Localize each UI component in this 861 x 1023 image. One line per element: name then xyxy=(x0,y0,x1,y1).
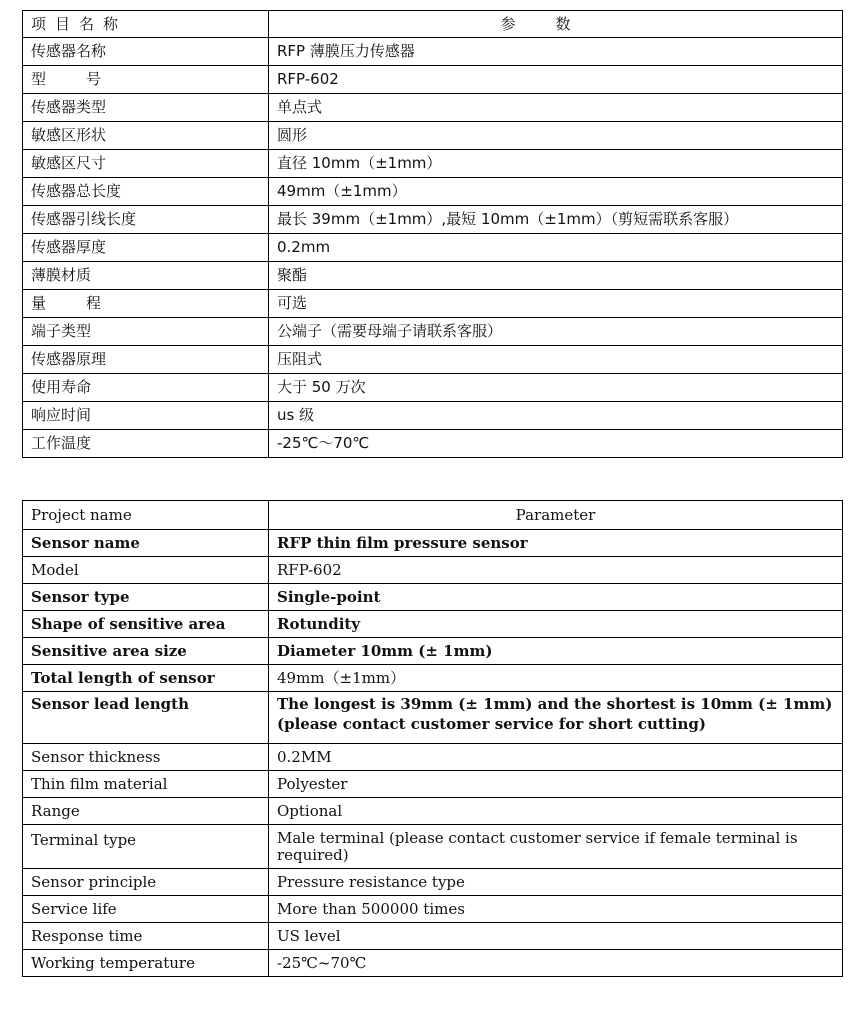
row-label: 传感器类型 xyxy=(23,94,269,122)
row-label: 量程 xyxy=(23,290,269,318)
row-label: Sensor type xyxy=(23,584,269,611)
row-value: Single-point xyxy=(269,584,843,611)
row-label: 传感器原理 xyxy=(23,346,269,374)
table-row xyxy=(23,771,843,798)
table-row xyxy=(23,665,843,692)
row-value: 最长 39mm（±1mm）,最短 10mm（±1mm）（剪短需联系客服） xyxy=(269,206,843,234)
row-label: Sensor principle xyxy=(23,869,269,896)
header-parameter: Parameter xyxy=(269,501,843,530)
row-value: RFP-602 xyxy=(269,557,843,584)
row-value: US level xyxy=(269,923,843,950)
header-project-name: Project name xyxy=(23,501,269,530)
table-header-row xyxy=(23,11,843,38)
row-value: Rotundity xyxy=(269,611,843,638)
row-value: Pressure resistance type xyxy=(269,869,843,896)
row-label: Terminal type xyxy=(23,825,269,869)
table-row xyxy=(23,262,843,290)
row-label: 使用寿命 xyxy=(23,374,269,402)
row-label: Shape of sensitive area xyxy=(23,611,269,638)
row-label: 工作温度 xyxy=(23,430,269,458)
row-label: 端子类型 xyxy=(23,318,269,346)
table-row xyxy=(23,374,843,402)
row-label: 薄膜材质 xyxy=(23,262,269,290)
table-row xyxy=(23,530,843,557)
table-row xyxy=(23,402,843,430)
row-value: 直径 10mm（±1mm） xyxy=(269,150,843,178)
spec-table-english xyxy=(22,500,843,977)
header-parameter: 参数 xyxy=(269,11,843,38)
row-label: 传感器厚度 xyxy=(23,234,269,262)
row-label: 传感器总长度 xyxy=(23,178,269,206)
row-label: Range xyxy=(23,798,269,825)
table-row xyxy=(23,798,843,825)
row-label: Sensor lead length xyxy=(23,692,269,744)
table-row xyxy=(23,122,843,150)
table-row xyxy=(23,638,843,665)
row-value: More than 500000 times xyxy=(269,896,843,923)
table-row xyxy=(23,94,843,122)
row-label: Service life xyxy=(23,896,269,923)
row-value: 压阻式 xyxy=(269,346,843,374)
table-row xyxy=(23,150,843,178)
row-value: 公端子（需要母端子请联系客服） xyxy=(269,318,843,346)
row-value: The longest is 39mm (± 1mm) and the shortest is 10mm (± 1mm) (please contact customer service for short cutting) xyxy=(269,692,843,744)
row-label: Sensor name xyxy=(23,530,269,557)
table-row xyxy=(23,923,843,950)
row-label: Working temperature xyxy=(23,950,269,977)
row-value: Optional xyxy=(269,798,843,825)
row-value: 49mm（±1mm） xyxy=(269,178,843,206)
row-value: RFP thin film pressure sensor xyxy=(269,530,843,557)
table-row xyxy=(23,66,843,94)
row-value: 聚酯 xyxy=(269,262,843,290)
row-label: Response time xyxy=(23,923,269,950)
row-value: 大于 50 万次 xyxy=(269,374,843,402)
table-row xyxy=(23,557,843,584)
table-row xyxy=(23,178,843,206)
row-value: -25℃～70℃ xyxy=(269,430,843,458)
table-row xyxy=(23,692,843,744)
row-value: us 级 xyxy=(269,402,843,430)
table-row xyxy=(23,950,843,977)
row-label: Total length of sensor xyxy=(23,665,269,692)
row-value: Male terminal (please contact customer service if female terminal is required) xyxy=(269,825,843,869)
row-label: Model xyxy=(23,557,269,584)
row-value: 0.2mm xyxy=(269,234,843,262)
row-label: 敏感区形状 xyxy=(23,122,269,150)
row-label: 敏感区尺寸 xyxy=(23,150,269,178)
row-value: Polyester xyxy=(269,771,843,798)
spec-table-chinese xyxy=(22,10,843,458)
row-label: 响应时间 xyxy=(23,402,269,430)
row-value: 圆形 xyxy=(269,122,843,150)
table-row xyxy=(23,206,843,234)
table-row xyxy=(23,584,843,611)
table-row xyxy=(23,234,843,262)
row-label: Sensor thickness xyxy=(23,744,269,771)
table-header-row xyxy=(23,501,843,530)
table-row xyxy=(23,611,843,638)
table-row xyxy=(23,38,843,66)
table-row xyxy=(23,744,843,771)
row-label: 型号 xyxy=(23,66,269,94)
row-value: RFP 薄膜压力传感器 xyxy=(269,38,843,66)
row-value: 可选 xyxy=(269,290,843,318)
table-row xyxy=(23,318,843,346)
row-value: 单点式 xyxy=(269,94,843,122)
row-value: 0.2MM xyxy=(269,744,843,771)
row-value: -25℃~70℃ xyxy=(269,950,843,977)
table-row xyxy=(23,346,843,374)
table-row xyxy=(23,896,843,923)
table-row xyxy=(23,825,843,869)
row-value: RFP-602 xyxy=(269,66,843,94)
table-row xyxy=(23,290,843,318)
row-label: Sensitive area size xyxy=(23,638,269,665)
row-value: Diameter 10mm (± 1mm) xyxy=(269,638,843,665)
row-value: 49mm（±1mm） xyxy=(269,665,843,692)
row-label: Thin film material xyxy=(23,771,269,798)
table-row xyxy=(23,430,843,458)
table-row xyxy=(23,869,843,896)
row-label: 传感器名称 xyxy=(23,38,269,66)
row-label: 传感器引线长度 xyxy=(23,206,269,234)
header-project-name: 项目名称 xyxy=(23,11,269,38)
